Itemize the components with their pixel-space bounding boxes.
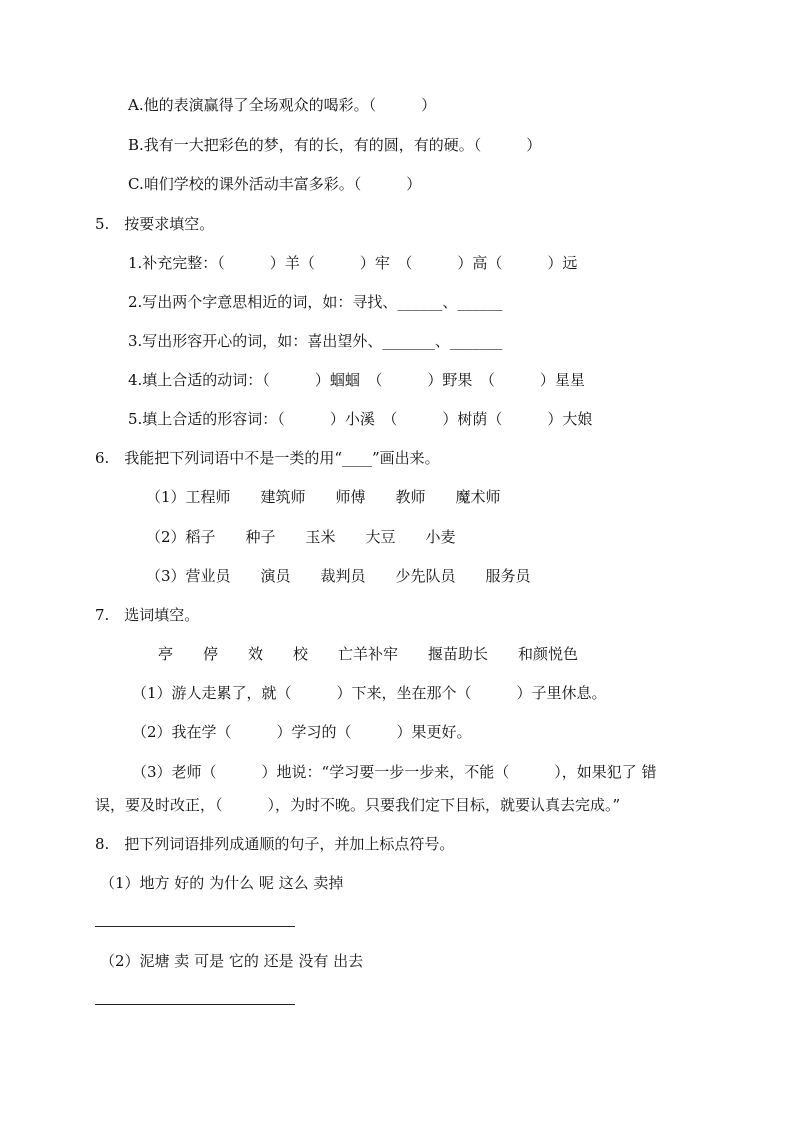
q7-item-3-cont: 误，要及时改正，（ ），为时不晚。只要我们定下目标，就要认真去完成。” [95,796,621,814]
q4-option-c: C.咱们学校的课外活动丰富多彩。（ ） [128,175,422,193]
q8-answer-line-1[interactable] [95,926,295,927]
q8-answer-line-2[interactable] [95,1004,295,1005]
q5-item-4: 4.填上合适的动词：（ ）蝈蝈 （ ）野果 （ ）星星 [128,371,585,389]
q5-item-2: 2.写出两个字意思相近的词，如：寻找、______、______ [128,293,503,311]
q5-item-1: 1.补充完整：（ ）羊（ ）牢 （ ）高（ ）远 [128,254,578,272]
q8-title: 8. 把下列词语排列成通顺的句子，并加上标点符号。 [95,835,455,853]
q4-option-a: A.他的表演赢得了全场观众的喝彩。（ ） [128,96,437,114]
q8-item-1: （1）地方 好的 为什么 呢 这么 卖掉 [100,874,344,892]
q6-title: 6. 我能把下列词语中不是一类的用“____”画出来。 [95,449,440,467]
q8-item-2: （2）泥塘 卖 可是 它的 还是 没有 出去 [100,952,364,970]
q7-word-bank: 亭 停 效 校 亡羊补牢 揠苗助长 和颜悦色 [158,645,579,663]
q6-item-2: （2）稻子 种子 玉米 大豆 小麦 [146,528,456,546]
q4-option-b: B.我有一大把彩色的梦，有的长，有的圆，有的硬。（ ） [128,136,542,154]
q7-item-3: （3）老师（ ）地说：“学习要一步一步来，不能（ ），如果犯了 错 [132,763,657,781]
q7-title: 7. 选词填空。 [95,606,200,624]
q6-item-1: （1）工程师 建筑师 师傅 教师 魔术师 [146,488,501,506]
q5-item-3: 3.写出形容开心的词，如：喜出望外、_______、_______ [128,332,503,350]
q6-item-3: （3）营业员 演员 裁判员 少先队员 服务员 [146,567,531,585]
q7-item-2: （2）我在学（ ）学习的（ ）果更好。 [132,723,472,741]
q7-item-1: （1）游人走累了，就（ ）下来，坐在那个（ ）子里休息。 [132,684,607,702]
q5-item-5: 5.填上合适的形容词：（ ）小溪 （ ）树荫（ ）大娘 [128,410,593,428]
q5-title: 5. 按要求填空。 [95,215,215,233]
